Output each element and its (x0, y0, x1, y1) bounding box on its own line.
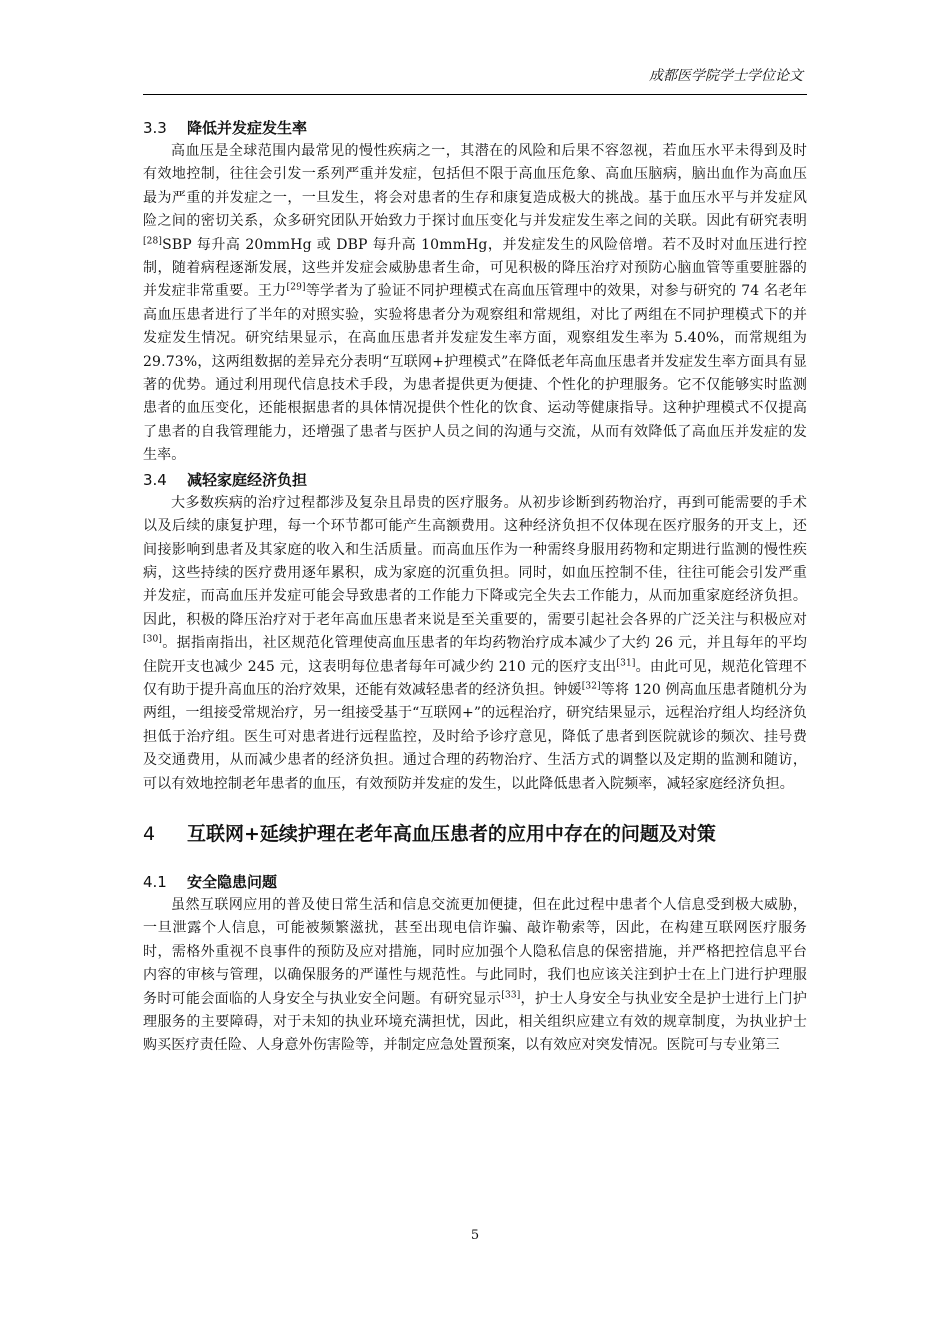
text-run: ，护士人身安全与执业安全是护士进行上门护理服务的主要障碍，对于未知的执业环境充满担忧，因此，相关组织应建立有效的规章制度，为执业护士购买医疗责任险、人身意外伤害险等，并制定应急处置预案，以有效应对突发情况。医院可与专业第三 (143, 990, 808, 1054)
text-run: 等将 120 例高血压患者随机分为两组，一组接受常规治疗，另一组接受基于“互联网+”的远程治疗，研究结果显示，远程治疗组人均经济负担低于治疗组。医生可对患者进行远程监控，及时给予诊疗意见，降低了患者到医院就诊的频次、挂号费及交通费用，从而减少患者的经济负担。通过合理的药物治疗、生活方式的调整以及定期的监测和随访，可以有效地控制老年患者的血压，有效预防并发症的发生，以此降低患者入院频率，减轻家庭经济负担。 (143, 681, 807, 792)
text-run: 大多数疾病的治疗过程都涉及复杂且昂贵的医疗服务。从初步诊断到药物治疗，再到可能需要的手术以及后续的康复护理，每一个环节都可能产生高额费用。这种经济负担不仅体现在医疗服务的开支上，还间接影响到患者及其家庭的收入和生活质量。而高血压作为一种需终身服用药物和定期进行监测的慢性疾病，这些持续的医疗费用逐年累积，成为家庭的沉重负担。同时，如血压控制不佳，往往可能会引发严重并发症，而高血压并发症可能会导致患者的工作能力下降或完全失去工作能力，从而加重家庭经济负担。因此，积极的降压治疗对于老年高血压患者来说是至关重要的，需要引起社会各界的广泛关注与积极应对 (143, 494, 807, 628)
citation: [29] (286, 282, 306, 293)
chapter-heading-4 (143, 820, 807, 848)
section-heading-3-4 (143, 468, 807, 492)
text-run: 。由此可见，规范化管理不仅有助于提升高血压的治疗效果，还能有效减轻患者的经济负担。钟媛 (143, 658, 807, 698)
section-4-1-paragraph (143, 894, 807, 1058)
chapter-number: 4 (143, 822, 156, 845)
text-run: 。据指南指出，社区规范化管理使高血压患者的年均药物治疗成本减少了大约 26 元，并且每年的平均住院开支也减少 245 元，这表明每位患者每年可减少约 210 元的医疗支出 (143, 635, 807, 675)
text-run: 高血压是全球范围内最常见的慢性疾病之一，其潜在的风险和后果不容忽视，若血压水平未得到及时有效地控制，往往会引发一系列严重并发症，包括但不限于高血压危象、高血压脑病，脑出血作为高血压最为严重的并发症之一，一旦发生，将会对患者的生存和康复造成极大的挑战。基于血压水平与并发症风险之间的密切关系，众多研究团队开始致力于探讨血压变化与并发症发生率之间的关联。因此有研究表明 (143, 143, 807, 230)
text-run: 等学者为了验证不同护理模式在高血压管理中的效果，对参与研究的 74 名老年高血压患者进行了半年的对照实验，实验将患者分为观察组和常规组，对比了两组在不同护理模式下的并发症发生情况。研究结果显示，在高血压患者并发症发生率方面，观察组发生率为 5.40%，而常规组为 29.73%，这两组数据的差异充分表明“互联网+护理模式”在降低老年高血压患者并发症发生率方面具有显著的优势。通过利用现代信息技术手段，为患者提供更为便捷、个性化的护理服务。它不仅能够实时监测患者的血压变化，还能根据患者的具体情况提供个性化的饮食、运动等健康指导。这种护理模式不仅提高了患者的自我管理能力，还增强了患者与医护人员之间的沟通与交流，从而有效降低了高血压并发症的发生率。 (143, 283, 808, 464)
citation: [33] (501, 989, 521, 1000)
page-content (143, 116, 807, 1058)
citation: [32] (581, 681, 601, 692)
chapter-title: 互联网+延续护理在老年高血压患者的应用中存在的问题及对策 (187, 822, 716, 845)
section-3-3-paragraph (143, 140, 807, 468)
citation: [31] (616, 657, 636, 668)
header-title: 成都医学院学士学位论文 (649, 68, 803, 84)
section-number: 3.4 (143, 470, 167, 489)
page-header (143, 66, 807, 95)
section-heading-4-1 (143, 870, 807, 894)
text-run: 虽然互联网应用的普及使日常生活和信息交流更加便捷，但在此过程中患者个人信息受到极大威胁，一旦泄露个人信息，可能被频繁滋扰，甚至出现电信诈骗、敲诈勒索等，因此，在构建互联网医疗服务时，需格外重视不良事件的预防及应对措施，同时应加强个人隐私信息的保密措施，并严格把控信息平台内容的审核与管理，以确保服务的严谨性与规范性。与此同时，我们也应该关注到护士在上门进行护理服务时可能会面临的人身安全与执业安全问题。有研究显示 (143, 896, 807, 1007)
section-heading-3-3 (143, 116, 807, 140)
section-number: 3.3 (143, 119, 167, 137)
citation: [28] (143, 235, 163, 246)
page-number: 5 (470, 1228, 480, 1243)
section-title: 降低并发症发生率 (187, 119, 308, 137)
section-title: 安全隐患问题 (187, 872, 278, 891)
section-title: 减轻家庭经济负担 (187, 470, 308, 489)
section-number: 4.1 (143, 872, 167, 891)
text-run: SBP 每升高 20mmHg 或 DBP 每升高 10mmHg，并发症发生的风险倍增。若不及时对血压进行控制，随着病程逐渐发展，这些并发症会威胁患者生命，可见积极的降压治疗对预防心脑血管等重要脏器的并发症非常重要。王力 (143, 236, 807, 300)
section-3-4-paragraph (143, 492, 807, 796)
citation: [30] (143, 634, 163, 645)
